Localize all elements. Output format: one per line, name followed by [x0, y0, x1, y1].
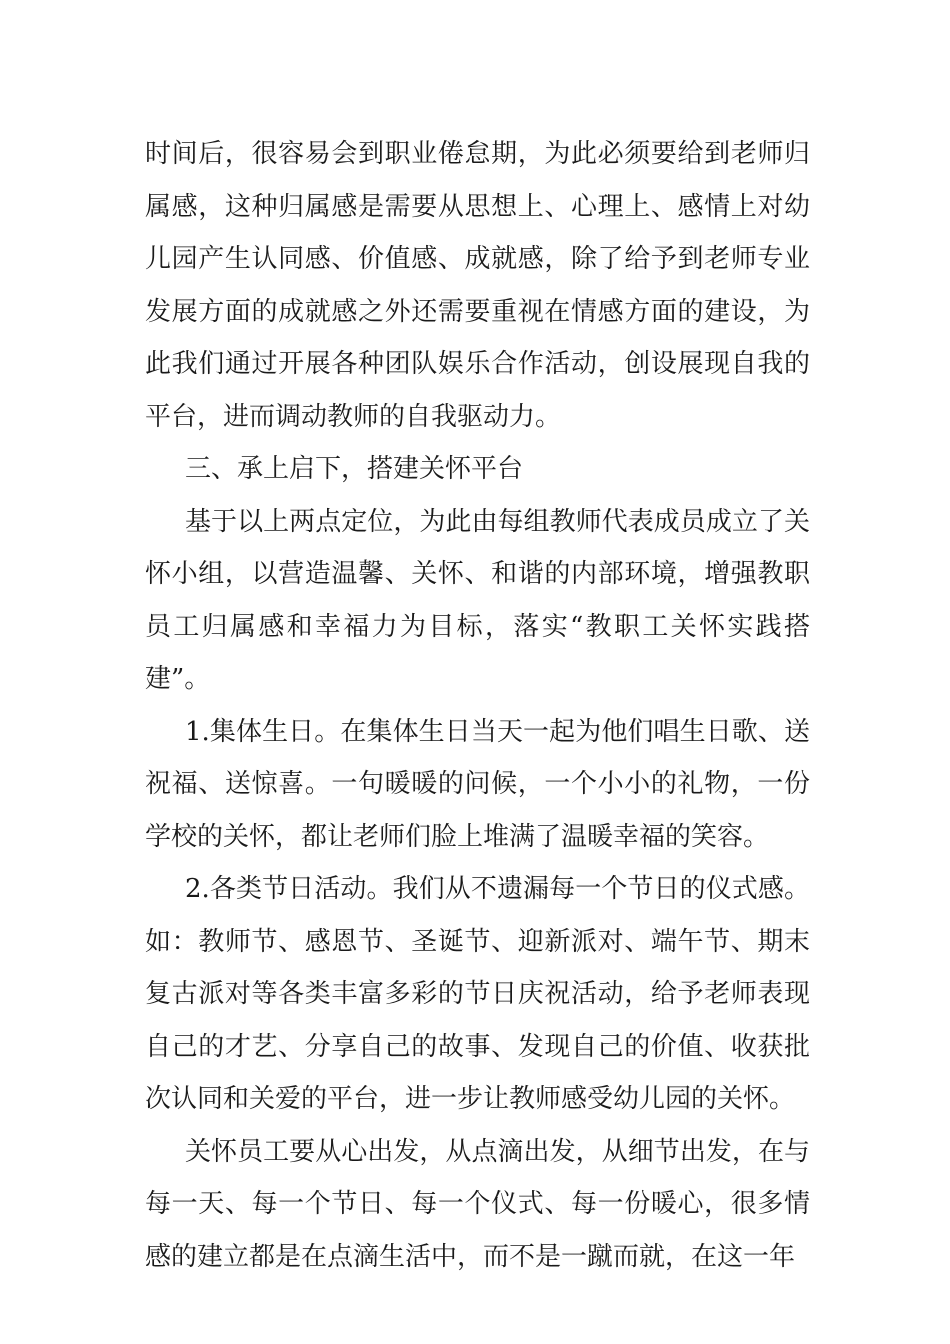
- paragraph-care-group: 基于以上两点定位，为此由每组教师代表成员成立了关怀小组，以营造温馨、关怀、和谐的内部环境，增强教职员工归属感和幸福力为目标，落实“教职工关怀实践搭建”。: [145, 506, 810, 694]
- paragraph-festival-activities: 2.各类节日活动。我们从不遗漏每一个节日的仪式感。如：教师节、感恩节、圣诞节、迎新派对、端午节、期末复古派对等各类丰富多彩的节日庆祝活动，给予老师表现自己的才艺、分享自己的故事、发现自己的价值、收获批次认同和关爱的平台，进一步让教师感受幼儿园的关怀。: [145, 874, 810, 1114]
- document-body: [145, 128, 810, 1283]
- paragraph-collective-birthday: 1.集体生日。在集体生日当天一起为他们唱生日歌、送祝福、送惊喜。一句暖暖的问候，一个小小的礼物，一份学校的关怀，都让老师们脸上堆满了温暖幸福的笑容。: [145, 716, 810, 852]
- section-heading-3: 三、承上启下，搭建关怀平台: [185, 454, 524, 484]
- paragraph-care-employees: 关怀员工要从心出发，从点滴出发，从细节出发，在与每一天、每一个节日、每一个仪式、每一份暖心，很多情感的建立都是在点滴生活中，而不是一蹴而就，在这一年: [145, 1136, 810, 1272]
- paragraph-continued: 时间后，很容易会到职业倦怠期，为此必须要给到老师归属感，这种归属感是需要从思想上、心理上、感情上对幼儿园产生认同感、价值感、成就感，除了给予到老师专业发展方面的成就感之外还需要重视在情感方面的建设，为此我们通过开展各种团队娱乐合作活动，创设展现自我的平台，进而调动教师的自我驱动力。: [145, 139, 810, 432]
